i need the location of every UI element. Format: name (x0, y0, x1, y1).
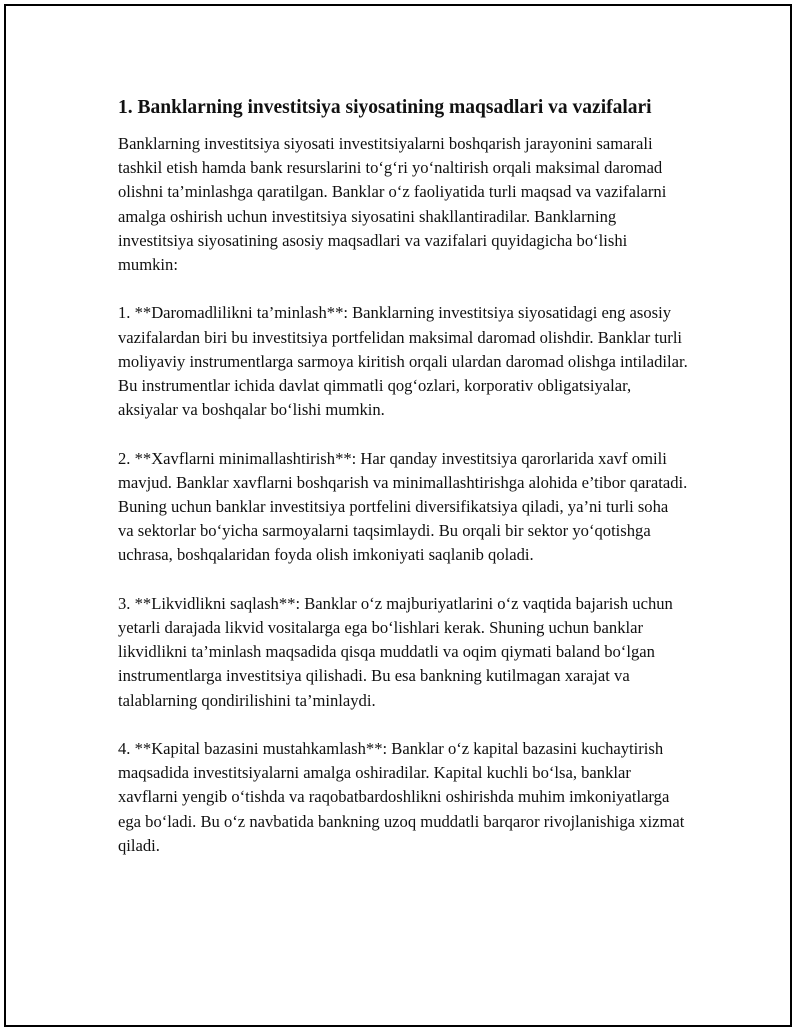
paragraph-liquidity: 3. **Likvidlikni saqlash**: Banklar o‘z majburiyatlarini o‘z vaqtida bajarish uchun yetarli darajada likvid vositalarga ega bo‘lishlari kerak. Shuning uchun banklar likvidlikni ta’minlash maqsadida qisqa muddatli va oqim qiymati baland bo‘lgan instrumentlarga investitsiya qilishadi. Bu esa bankning kutilmagan xarajat va talablarning qondirilishini ta’minlaydi. (118, 593, 673, 710)
intro-paragraph: Banklarning investitsiya siyosati investitsiyalarni boshqarish jarayonini samarali tashkil etish hamda bank resurslarini to‘g‘ri yo‘naltirish orqali maksimal daromad olishni ta’minlashga qaratilgan. Banklar o‘z faoliyatida turli maqsad va vazifalarni amalga oshirish uchun investitsiya siyosatini shakllantiradilar. Banklarning investitsiya siyosatining asosiy maqsadlari va vazifalari quyidagicha bo‘lishi mumkin: (118, 134, 667, 275)
section-title: 1. Banklarning investitsiya siyosatining maqsadlari va vazifalari (118, 97, 652, 118)
paragraph-risk-minimization: 2. **Xavflarni minimallashtirish**: Har qanday investitsiya qarorlarida xavf omili mavjud. Banklar xavflarni boshqarish va minimallashtirishga alohida e’tibor qaratadi. Buning uchun banklar investitsiya portfelini diversifikatsiya qiladi, ya’ni turli soha va sektorlar bo‘yicha sarmoyalarni taqsimlaydi. Bu orqali bir sektor yo‘qotishga uchrasa, boshqalaridan foyda olish imkoniyati saqlanib qoladi. (118, 448, 688, 565)
paragraph-profitability: 1. **Daromadlilikni ta’minlash**: Banklarning investitsiya siyosatidagi eng asosiy vazifalardan biri bu investitsiya portfelidan maksimal daromad olishdir. Banklar turli moliyaviy instrumentlarga sarmoya kiritish orqali ulardan daromad olishga intiladilar. Bu instrumentlar ichida davlat qimmatli qog‘ozlari, korporativ obligatsiyalar, aksiyalar va boshqalar bo‘lishi mumkin. (118, 303, 688, 420)
paragraph-capital-base: 4. **Kapital bazasini mustahkamlash**: Banklar o‘z kapital bazasini kuchaytirish maqsadida investitsiyalarni amalga oshiradilar. Kapital kuchli bo‘lsa, banklar xavflarni yengib o‘tishda va raqobatbardoshlikni oshirishda muhim imkoniyatlarga ega bo‘ladi. Bu o‘z navbatida bankning uzoq muddatli barqaror rivojlanishiga xizmat qiladi. (118, 739, 685, 855)
document-body (118, 94, 688, 882)
